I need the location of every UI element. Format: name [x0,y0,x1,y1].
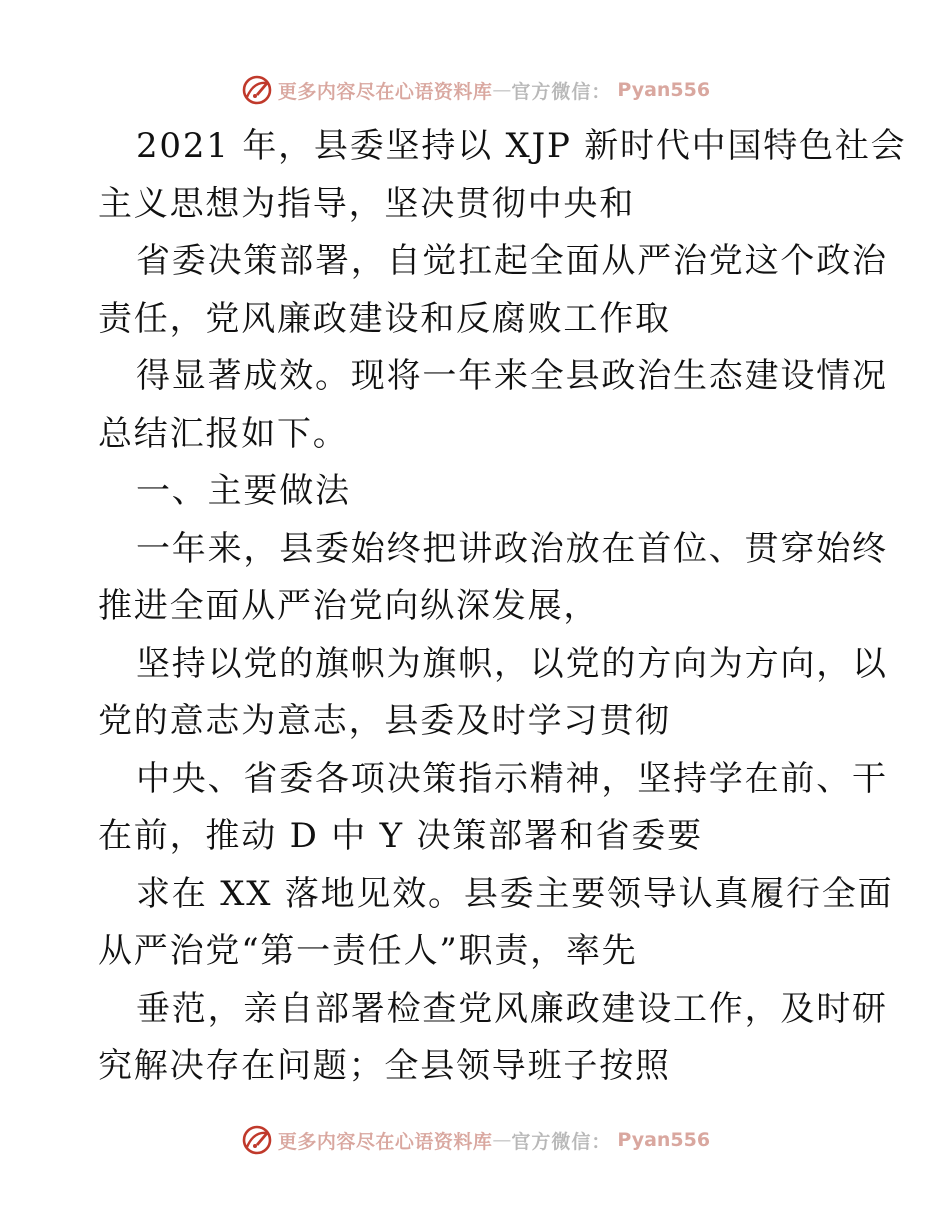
watermark-site-text: 更多内容尽在心语资料库 [277,80,493,103]
footer-watermark [0,1120,950,1160]
paragraph-line: 中央、省委各项决策指示精神，坚持学在前、干 [136,758,888,799]
paragraph-line: 推进全面从严治党向纵深发展， [98,586,600,626]
watermark-site-text: 更多内容尽在心语资料库 [277,1130,493,1153]
document-body [98,118,907,1096]
watermark-handle: Pyan556 [617,79,711,101]
paragraph-line: 求在 XX 落地见效。县委主要领导认真履行全面 [136,873,894,914]
watermark-separator: — [492,1129,512,1151]
header-watermark [0,70,950,110]
watermark-wechat-label: 官方微信： [511,80,612,103]
watermark-wechat-label: 官方微信： [511,1130,612,1153]
pen-swirl-logo-icon [240,73,274,107]
paragraph-line: 主义思想为指导，坚决贯彻中央和 [98,183,635,224]
paragraph-line: 总结汇报如下。 [98,413,349,454]
paragraph-line: 2021 年，县委坚持以 XJP 新时代中国特色社会 [136,126,907,166]
paragraph-line: 得显著成效。现将一年来全县政治生态建设情况 [136,356,888,396]
pen-swirl-logo-icon [240,1123,274,1157]
paragraph-line: 从严治党“第一责任人”职责，率先 [98,931,638,971]
watermark-handle: Pyan556 [617,1129,711,1151]
paragraph-line: 一、主要做法 [136,471,351,511]
paragraph-line: 省委决策部署，自觉扛起全面从严治党这个政治 [136,241,888,281]
paragraph-line: 一年来，县委始终把讲政治放在首位、贯穿始终 [136,528,888,569]
paragraph-line: 责任，党风廉政建设和反腐败工作取 [98,298,671,339]
paragraph-line: 究解决存在问题；全县领导班子按照 [98,1046,671,1086]
watermark-separator: — [492,79,512,101]
paragraph-line: 党的意志为意志，县委及时学习贯彻 [98,701,671,741]
paragraph-line: 在前，推动 D 中 Y 决策部署和省委要 [98,816,703,856]
paragraph-line: 垂范，亲自部署检查党风廉政建设工作，及时研 [136,988,888,1029]
paragraph-line: 坚持以党的旗帜为旗帜，以党的方向为方向，以 [136,643,888,684]
